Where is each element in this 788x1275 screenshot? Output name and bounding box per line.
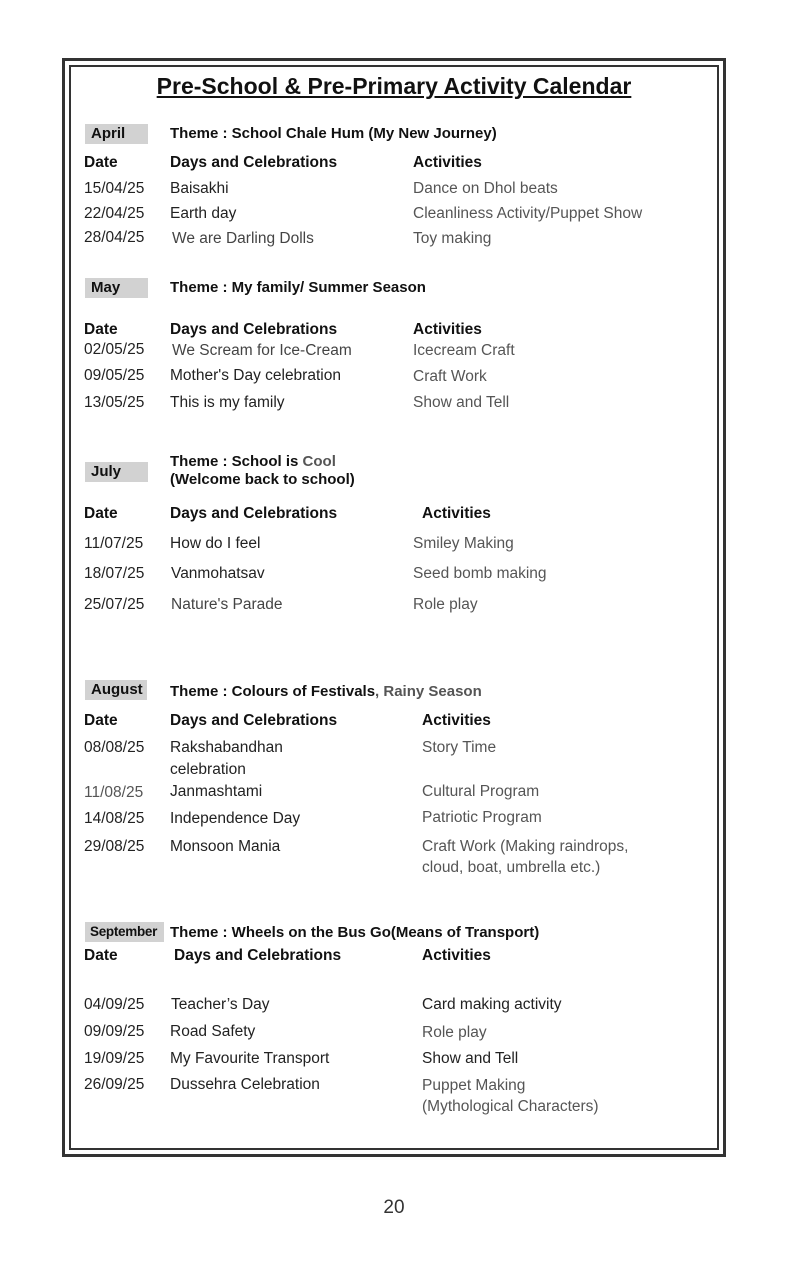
row-day: How do I feel [170,535,261,552]
row-activity: Role play [413,596,478,613]
row-date: 11/07/25 [84,535,144,552]
theme-july [170,453,355,489]
row-day: This is my family [170,394,285,411]
header-days: Days and Celebrations [174,947,342,964]
row-day: Janmashtami [170,783,263,800]
row-activity: Role play [422,1024,487,1041]
header-activities: Activities [413,154,482,171]
row-day: Baisakhi [170,180,229,197]
header-days: Days and Celebrations [170,505,338,522]
header-activities: Activities [422,712,491,729]
month-label-may: May [85,278,148,298]
row-day: Monsoon Mania [170,838,281,855]
inner-border [69,65,719,1150]
row-date: 19/09/25 [84,1050,145,1067]
month-label-july: July [85,462,148,482]
row-day: We Scream for Ice-Cream [172,342,352,359]
row-date: 25/07/25 [84,596,145,613]
row-date: 09/05/25 [84,367,145,384]
row-date: 02/05/25 [84,341,145,358]
theme-july-highlight: Cool [302,453,336,470]
row-date: 08/08/25 [84,739,145,756]
row-date: 04/09/25 [84,996,145,1013]
row-activity: Craft Work [413,368,487,385]
row-day: Vanmohatsav [171,565,265,582]
row-activity-continued: cloud, boat, umbrella etc.) [422,859,601,876]
header-activities: Activities [422,505,491,522]
row-day: Earth day [170,205,237,222]
header-activities: Activities [413,321,482,338]
row-activity: Seed bomb making [413,565,547,582]
row-day: Independence Day [170,810,301,827]
theme-september: Theme : Wheels on the Bus Go(Means of Transport) [170,924,540,941]
header-date: Date [84,947,118,964]
row-date: 13/05/25 [84,394,145,411]
theme-august [170,683,482,701]
row-activity: Puppet Making [422,1077,526,1094]
month-label-april: April [85,124,148,144]
page-number: 20 [383,1197,405,1218]
row-activity: Show and Tell [422,1050,519,1067]
row-date: 15/04/25 [84,180,145,197]
theme-august-text: Theme : Colours of Festivals [170,683,376,700]
row-activity-continued: (Mythological Characters) [422,1098,599,1115]
row-day: Rakshabandhan [170,739,283,756]
row-date: 09/09/25 [84,1023,145,1040]
row-day: My Favourite Transport [170,1050,330,1067]
row-activity: Story Time [422,739,497,756]
header-activities: Activities [422,947,491,964]
row-date: 26/09/25 [84,1076,145,1093]
header-date: Date [84,505,118,522]
row-day-continued: celebration [170,761,246,778]
row-activity: Toy making [413,230,492,247]
row-day: Dussehra Celebration [170,1076,320,1093]
row-activity: Cleanliness Activity/Puppet Show [413,205,643,222]
row-day: Road Safety [170,1023,256,1040]
row-activity: Cultural Program [422,783,540,800]
row-date: 28/04/25 [84,229,145,246]
row-day: Teacher’s Day [171,996,270,1013]
row-date: 14/08/25 [84,810,145,827]
row-day: We are Darling Dolls [172,230,314,247]
header-days: Days and Celebrations [170,712,338,729]
row-date: 11/08/25 [84,784,144,801]
row-date: 22/04/25 [84,205,145,222]
row-activity: Dance on Dhol beats [413,180,558,197]
row-date: 18/07/25 [84,565,145,582]
row-day: Nature's Parade [171,596,283,613]
row-activity: Icecream Craft [413,342,515,359]
month-label-august: August [85,680,147,700]
page-title: Pre-School & Pre-Primary Activity Calendar [156,73,632,99]
row-day: Mother's Day celebration [170,367,341,384]
header-date: Date [84,321,118,338]
row-activity: Smiley Making [413,535,514,552]
theme-august-highlight: , Rainy Season [375,683,482,700]
row-activity: Card making activity [422,996,562,1013]
header-date: Date [84,154,118,171]
row-date: 29/08/25 [84,838,145,855]
row-activity: Patriotic Program [422,809,542,826]
row-activity: Craft Work (Making raindrops, [422,838,629,855]
theme-april: Theme : School Chale Hum (My New Journey) [170,125,497,142]
theme-may: Theme : My family/ Summer Season [170,279,426,296]
theme-july-text: Theme : School is [170,453,303,470]
header-days: Days and Celebrations [170,154,338,171]
row-activity: Show and Tell [413,394,510,411]
month-label-september: September [85,922,164,942]
theme-july-subtitle: (Welcome back to school) [170,471,355,488]
header-days: Days and Celebrations [170,321,338,338]
header-date: Date [84,712,118,729]
